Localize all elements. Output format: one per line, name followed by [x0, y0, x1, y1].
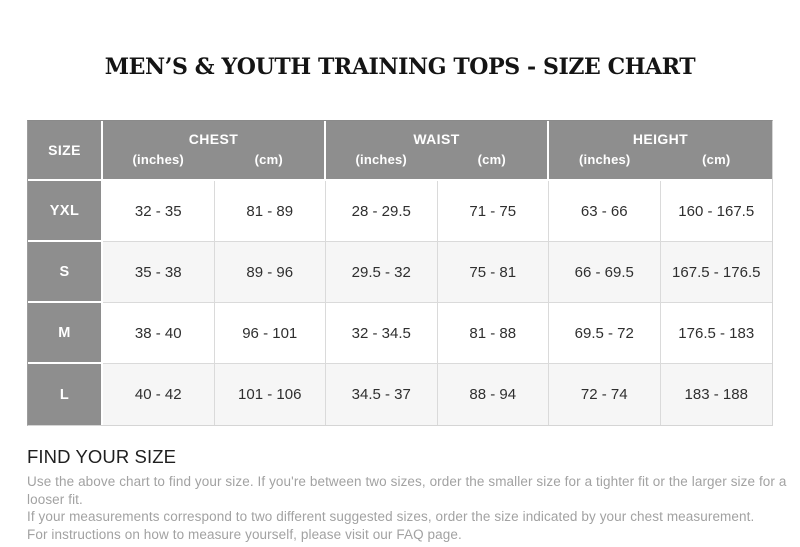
find-your-size-heading: FIND YOUR SIZE	[27, 446, 177, 467]
value-cell-s-chest-in: 35 - 38	[103, 242, 215, 303]
value-cell-s-waist-in: 29.5 - 32	[326, 242, 438, 303]
value-cell-s-height-cm: 167.5 - 176.5	[661, 242, 773, 303]
value-cell-m-waist-cm: 81 - 88	[438, 303, 550, 364]
size-cell-s: S	[28, 242, 103, 303]
value-cell-l-waist-cm: 88 - 94	[438, 364, 550, 425]
value-cell-l-chest-in: 40 - 42	[103, 364, 215, 425]
height-group-header	[549, 121, 772, 181]
chest-inches-label: (inches)	[132, 151, 184, 167]
height-group-label: HEIGHT	[632, 130, 689, 147]
height-unit-labels	[549, 152, 772, 167]
value-cell-yxl-height-in: 63 - 66	[549, 181, 661, 242]
height-cm-label: (cm)	[702, 151, 731, 167]
waist-group-header	[326, 121, 549, 181]
size-cell-m: M	[28, 303, 103, 364]
value-cell-m-chest-cm: 96 - 101	[215, 303, 327, 364]
value-cell-m-height-in: 69.5 - 72	[549, 303, 661, 364]
page-title: MEN’S & YOUTH TRAINING TOPS - SIZE CHART	[104, 54, 696, 80]
value-cell-l-height-in: 72 - 74	[549, 364, 661, 425]
chest-group-header	[103, 121, 326, 181]
value-cell-s-height-in: 66 - 69.5	[549, 242, 661, 303]
chest-cm-label: (cm)	[254, 151, 283, 167]
waist-group-label: WAIST	[413, 130, 460, 147]
size-instructions-line-3: For instructions on how to measure yourself, please visit our FAQ page.	[27, 526, 462, 542]
waist-cm-label: (cm)	[477, 151, 506, 167]
size-cell-l: L	[28, 364, 103, 425]
value-cell-yxl-chest-in: 32 - 35	[103, 181, 215, 242]
value-cell-s-waist-cm: 75 - 81	[438, 242, 550, 303]
value-cell-yxl-height-cm: 160 - 167.5	[661, 181, 773, 242]
value-cell-m-waist-in: 32 - 34.5	[326, 303, 438, 364]
chest-group-label: CHEST	[188, 130, 239, 147]
value-cell-m-chest-in: 38 - 40	[103, 303, 215, 364]
value-cell-l-height-cm: 183 - 188	[661, 364, 773, 425]
value-cell-yxl-waist-in: 28 - 29.5	[326, 181, 438, 242]
size-cell-yxl: YXL	[28, 181, 103, 242]
value-cell-l-chest-cm: 101 - 106	[215, 364, 327, 425]
value-cell-yxl-waist-cm: 71 - 75	[438, 181, 550, 242]
value-cell-l-waist-in: 34.5 - 37	[326, 364, 438, 425]
size-instructions-line-1: Use the above chart to find your size. If you're between two sizes, order the smaller size for a tighter fit or the larger size for a looser fit.	[27, 474, 787, 507]
chest-unit-labels	[103, 152, 324, 167]
value-cell-m-height-cm: 176.5 - 183	[661, 303, 773, 364]
find-your-size-text	[27, 473, 787, 543]
size-column-header: SIZE	[28, 121, 103, 181]
value-cell-s-chest-cm: 89 - 96	[215, 242, 327, 303]
find-your-size-section	[27, 446, 787, 543]
waist-inches-label: (inches)	[355, 151, 407, 167]
waist-unit-labels	[326, 152, 547, 167]
height-inches-label: (inches)	[579, 151, 631, 167]
size-instructions-line-2: If your measurements correspond to two different suggested sizes, order the size indicated by your chest measurement.	[27, 509, 755, 524]
value-cell-yxl-chest-cm: 81 - 89	[215, 181, 327, 242]
size-chart-table	[27, 120, 773, 426]
